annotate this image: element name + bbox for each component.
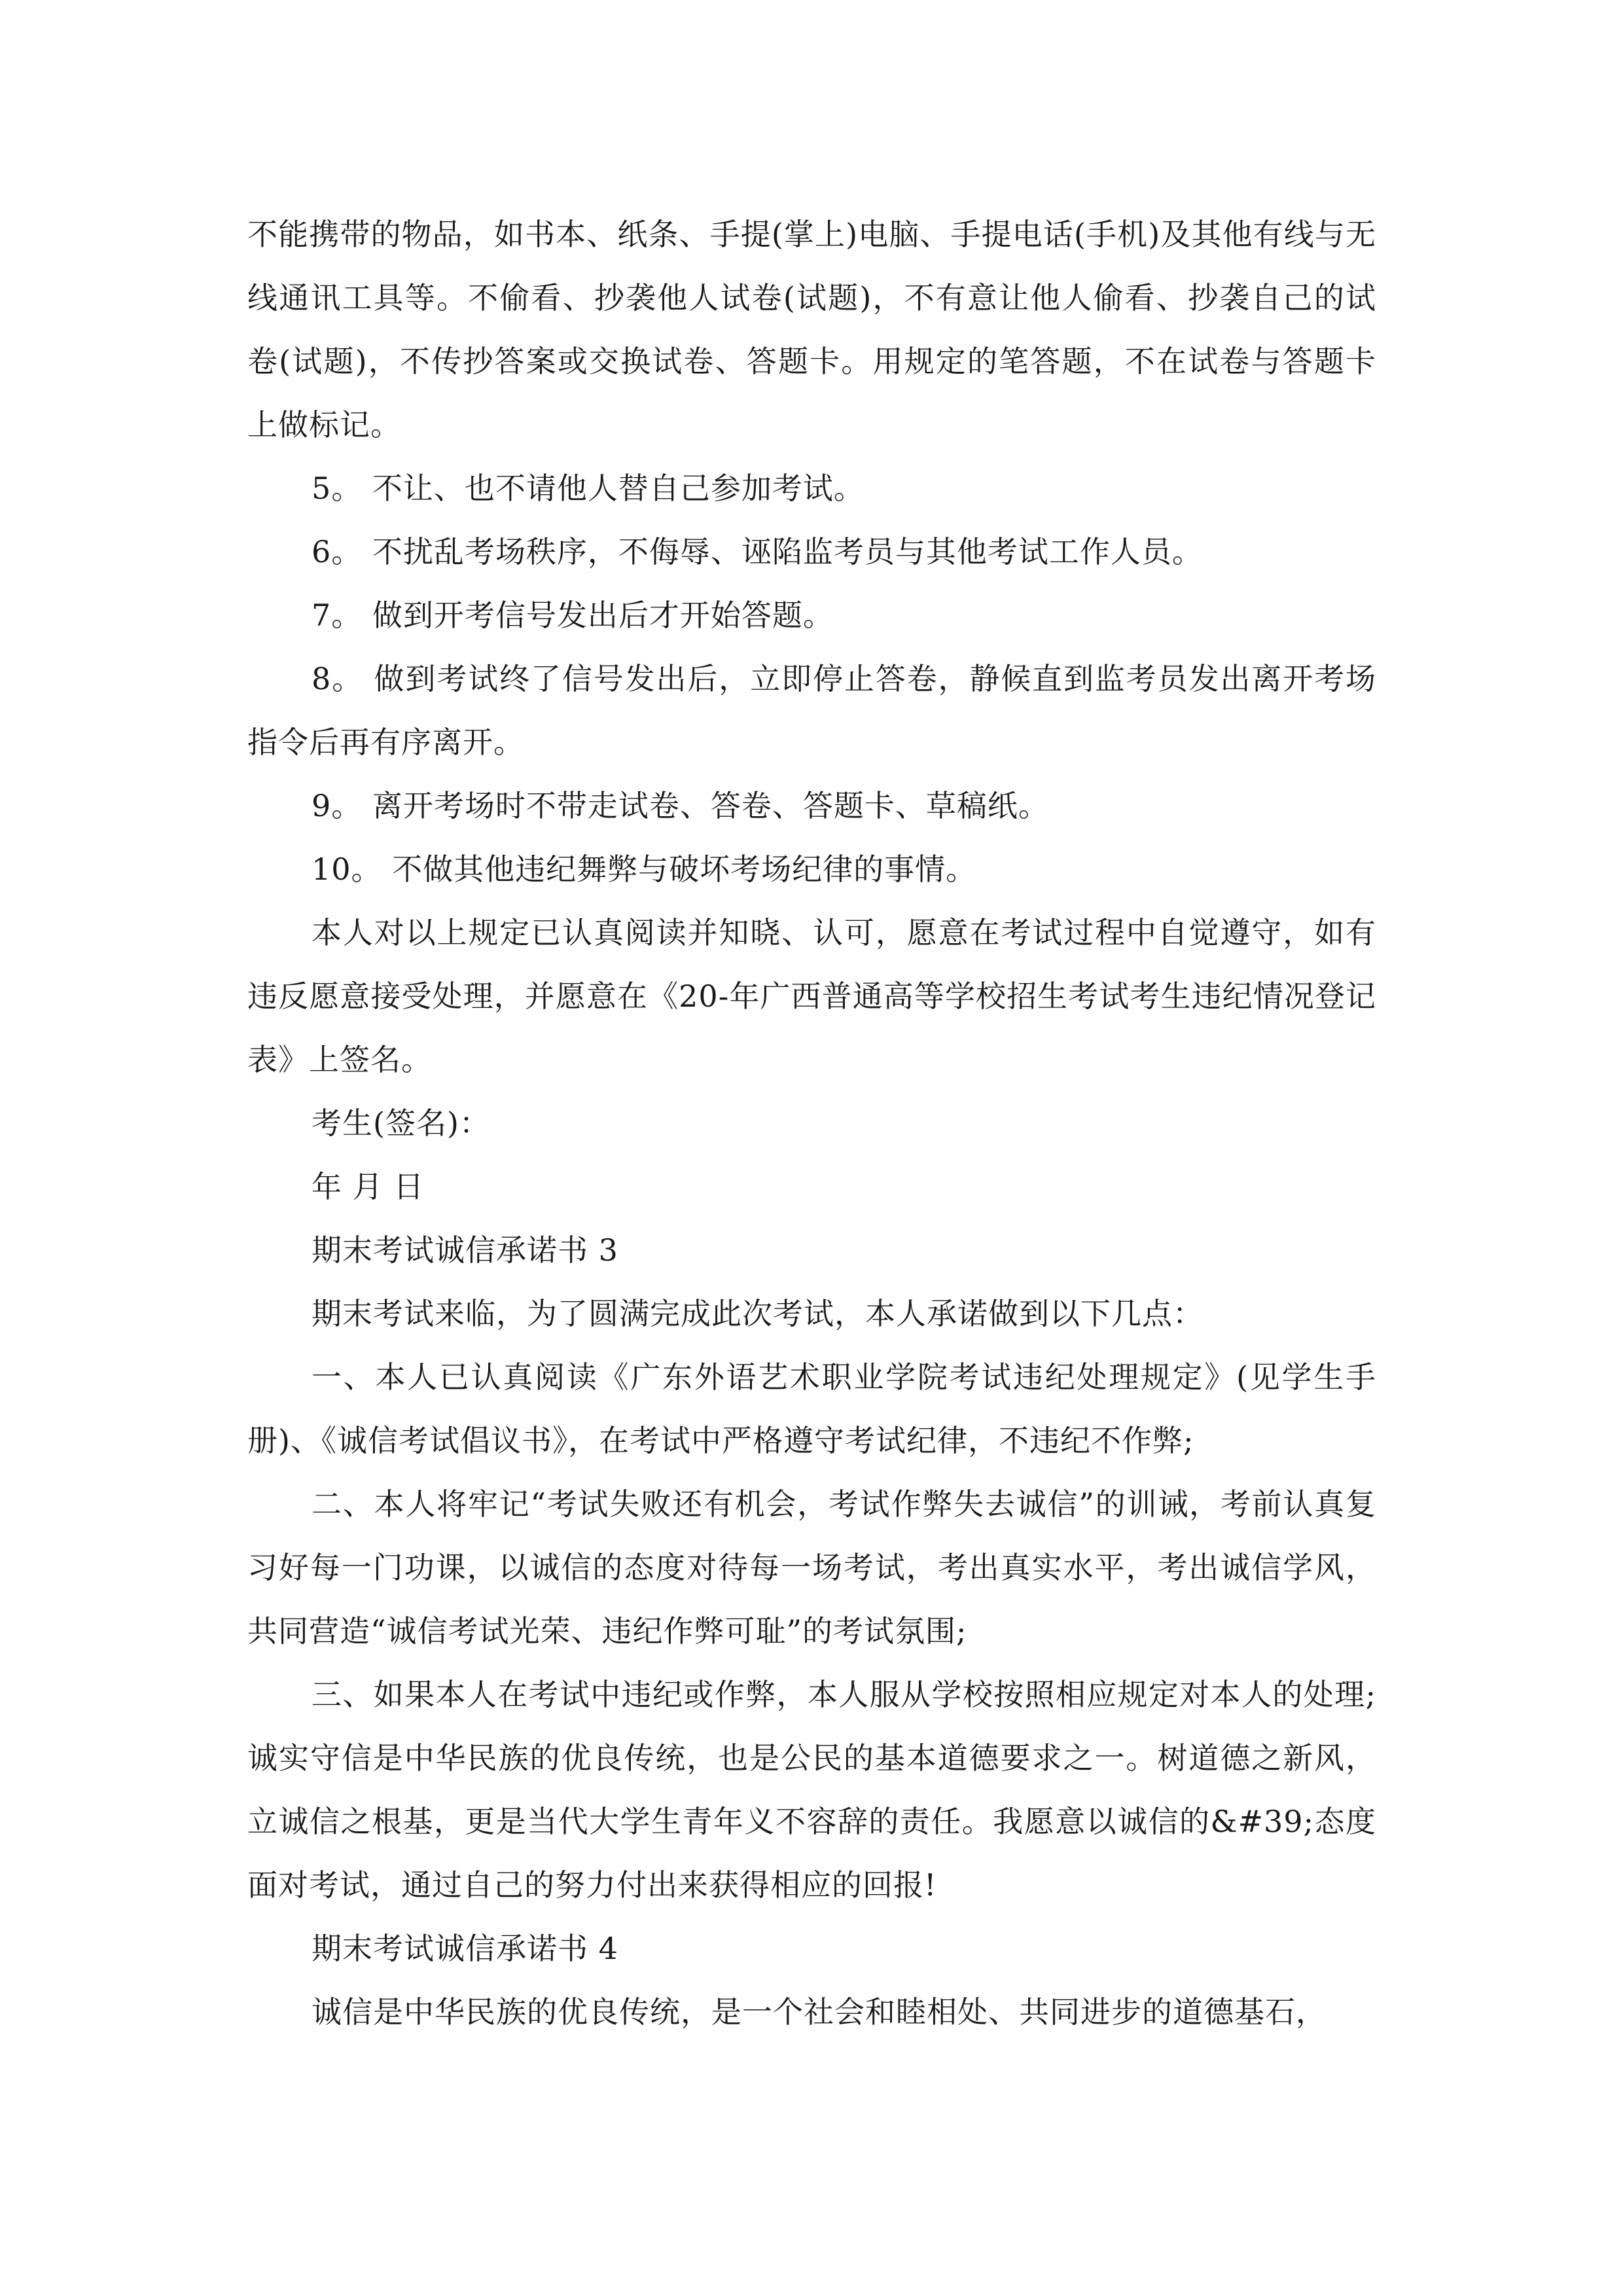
paragraph-rule-8: 8。 做到考试终了信号发出后，立即停止答卷，静候直到监考员发出离开考场指令后再有序离开。 [247,661,1376,760]
date-line: 年 月 日 [312,1169,425,1204]
paragraph-rule-6: 6。 不扰乱考场秩序，不侮辱、诬陷监考员与其他考试工作人员。 [312,534,1203,569]
paragraph-rule-9: 9。 离开考场时不带走试卷、答卷、答题卡、草稿纸。 [312,788,1049,823]
paragraph-acknowledgement: 本人对以上规定已认真阅读并知晓、认可，愿意在考试过程中自觉遵守，如有违反愿意接受处理，并愿意在《20-年广西普通高等学校招生考试考生违纪情况登记表》上签名。 [247,915,1376,1077]
section-title-3: 期末考试诚信承诺书 3 [312,1232,618,1268]
paragraph-rule-5: 5。 不让、也不请他人替自己参加考试。 [312,471,865,506]
paragraph-intro-4: 诚信是中华民族的优良传统，是一个社会和睦相处、共同进步的道德基石， [312,1994,1327,2030]
section-title-4: 期末考试诚信承诺书 4 [312,1931,618,1966]
signature-line: 考生(签名)： [312,1105,490,1141]
paragraph-rule-7: 7。 做到开考信号发出后才开始答题。 [312,598,834,633]
paragraph-intro-3: 期末考试来临，为了圆满完成此次考试，本人承诺做到以下几点： [312,1296,1204,1331]
document-page [247,203,1376,2044]
paragraph-point-1: 一、本人已认真阅读《广东外语艺术职业学院考试违纪处理规定》(见学生手册)、《诚信考试倡议书》，在考试中严格遵守考试纪律，不违纪不作弊; [247,1359,1376,1458]
paragraph-continued-rules: 不能携带的物品，如书本、纸条、手提(掌上)电脑、手提电话(手机)及其他有线与无线通讯工具等。不偷看、抄袭他人试卷(试题)，不有意让他人偷看、抄袭自己的试卷(试题)，不传抄答案或交换试卷、答题卡。用规定的笔答题，不在试卷与答题卡上做标记。 [247,217,1376,442]
paragraph-point-2: 二、本人将牢记“考试失败还有机会，考试作弊失去诚信”的训诫，考前认真复习好每一门功课，以诚信的态度对待每一场考试，考出真实水平，考出诚信学风，共同营造“诚信考试光荣、违纪作弊可耻”的考试氛围; [247,1486,1376,1649]
paragraph-rule-10: 10。 不做其他违纪舞弊与破坏考场纪律的事情。 [312,852,977,887]
paragraph-point-3: 三、如果本人在考试中违纪或作弊，本人服从学校按照相应规定对本人的处理;诚实守信是中华民族的优良传统，也是公民的基本道德要求之一。树道德之新风，立诚信之根基，更是当代大学生青年义不容辞的责任。我愿意以诚信的&#39;态度面对考试，通过自己的努力付出来获得相应的回报! [247,1677,1376,1903]
